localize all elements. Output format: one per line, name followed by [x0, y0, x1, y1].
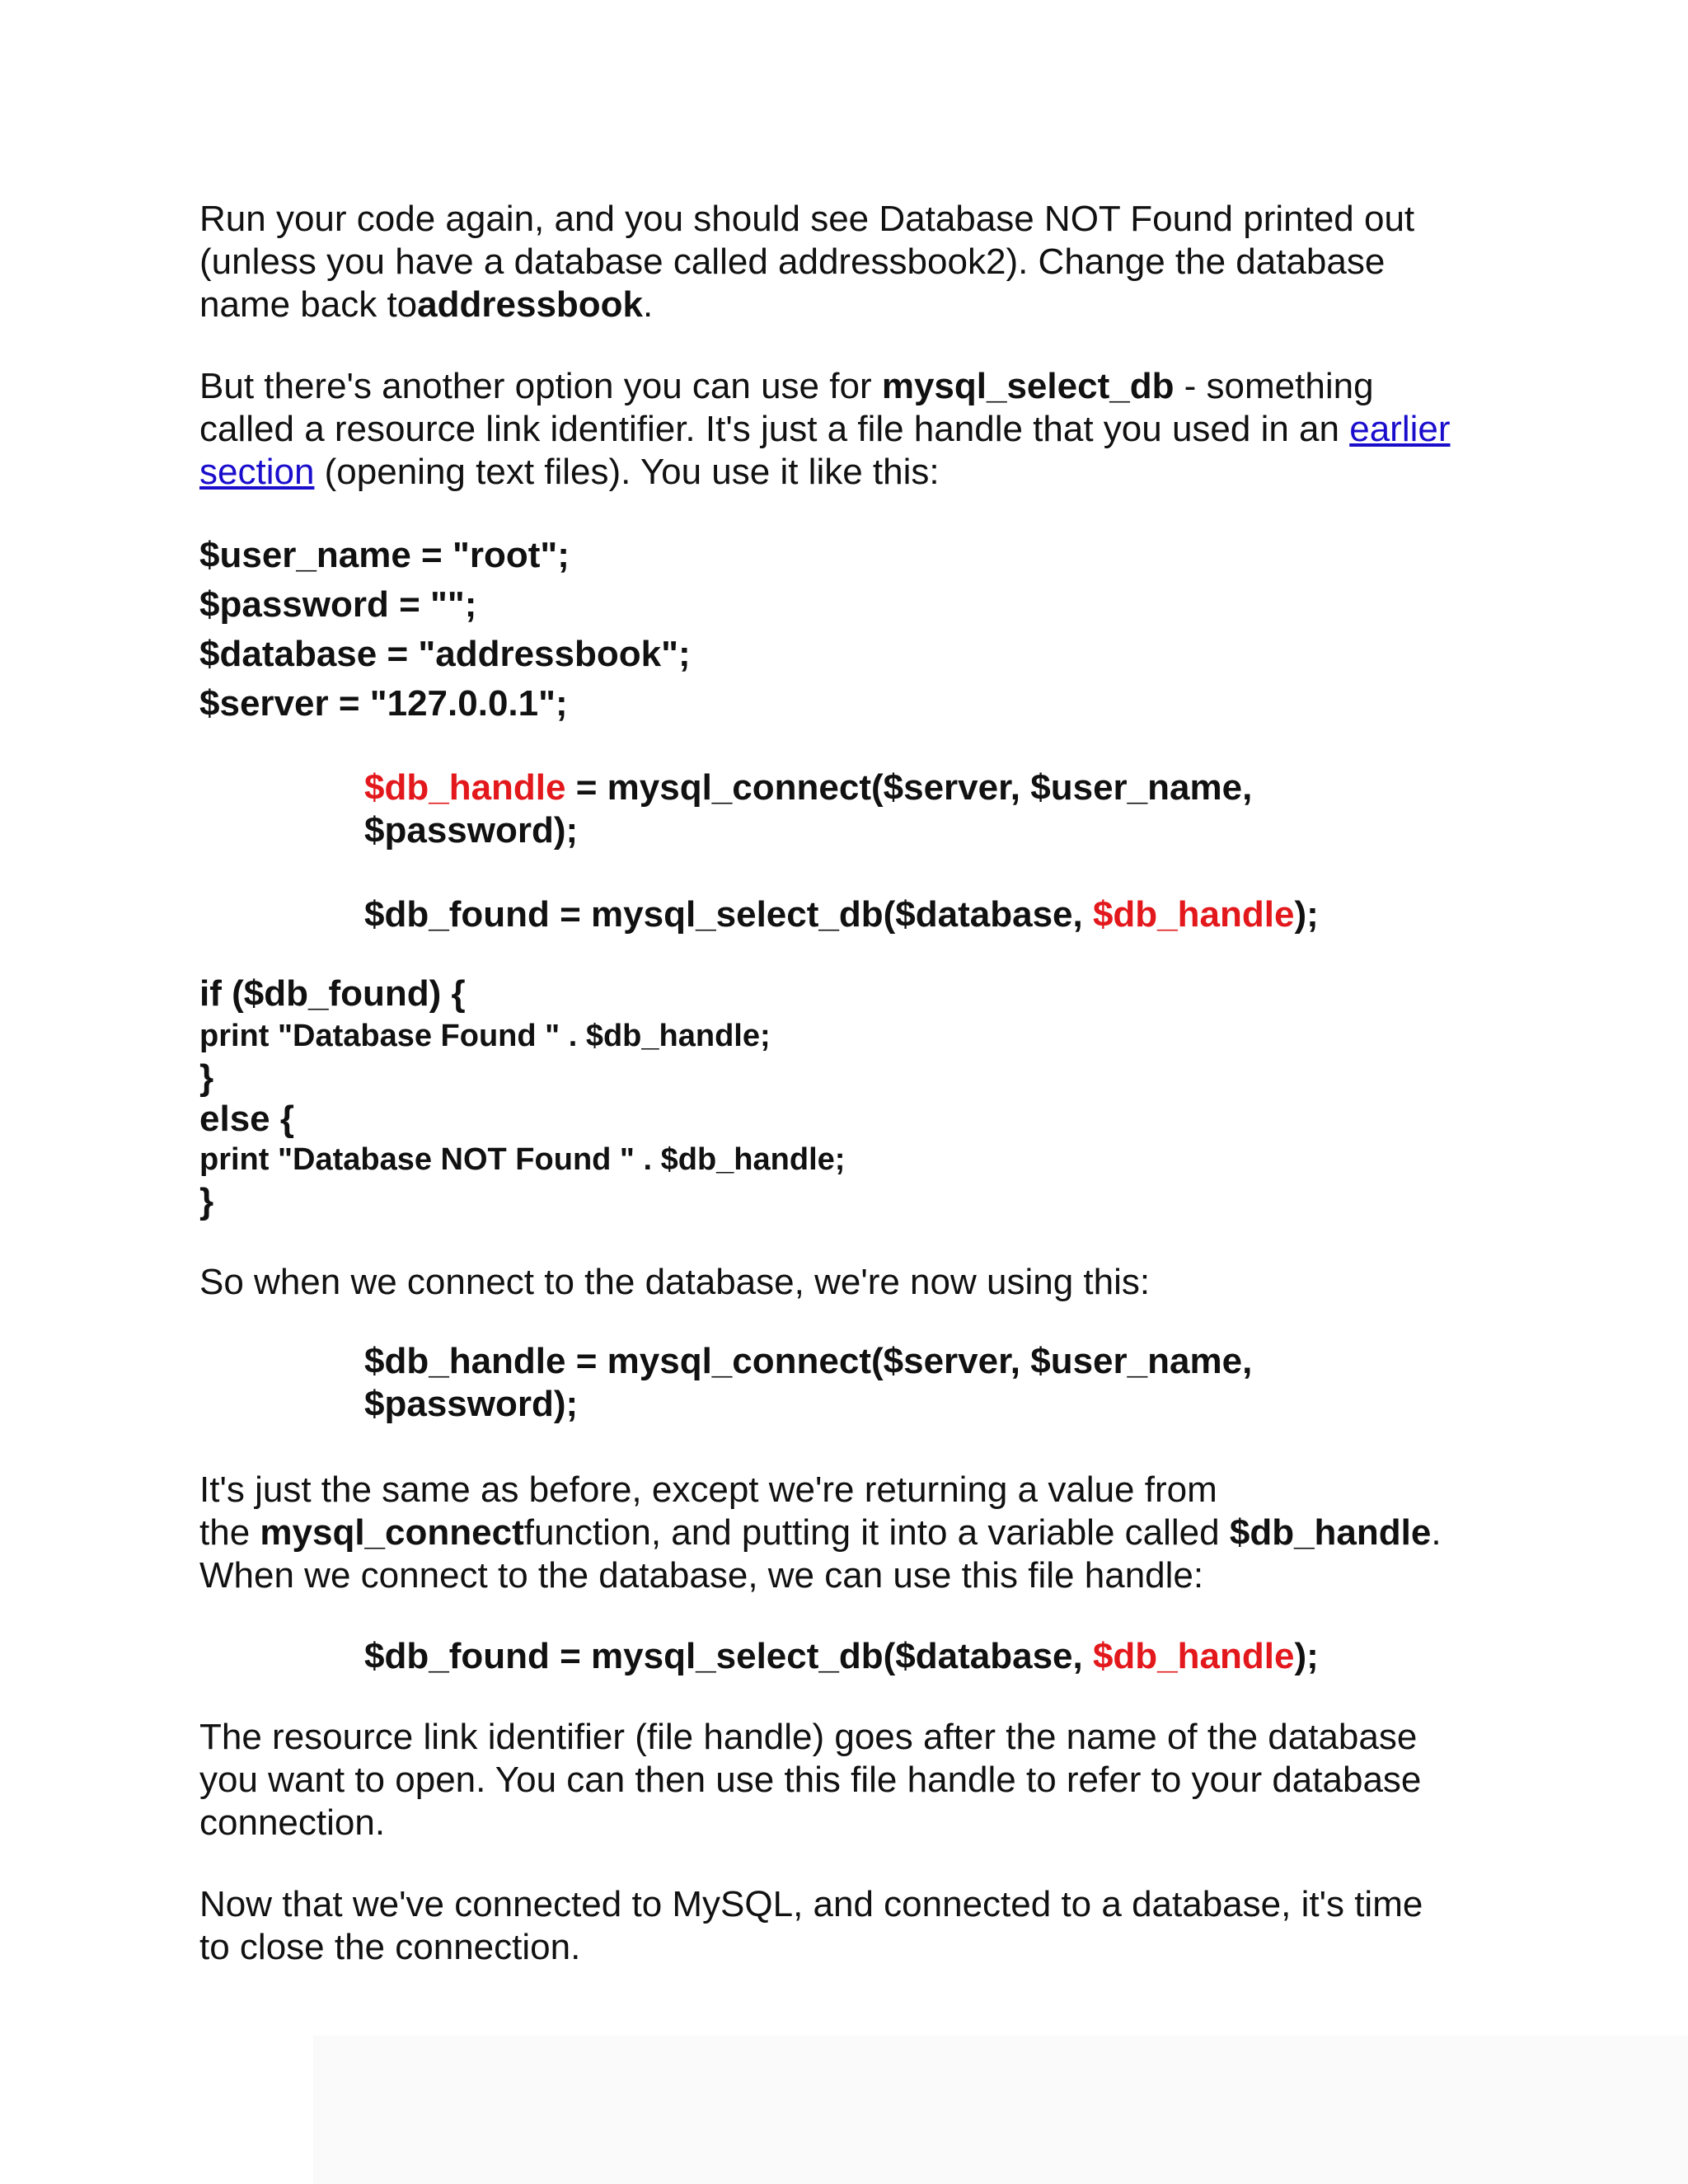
highlight-db-handle: $db_handle	[1092, 894, 1295, 935]
text-line: The resource link identifier (file handle) goes after the name of the database	[199, 1717, 1418, 1757]
text-line: connection.	[199, 1802, 386, 1843]
highlight-db-handle: $db_handle	[1092, 1636, 1295, 1676]
code-line: $password);	[364, 1384, 579, 1424]
code-line	[364, 1632, 1319, 1681]
code-line: $password);	[364, 810, 579, 851]
code-line: }	[199, 1181, 214, 1221]
bold-term-mysql-select-db: mysql_select_db	[881, 366, 1175, 406]
highlight-db-handle: $db_handle	[364, 767, 566, 808]
code-variables	[199, 531, 691, 729]
paragraph-resource-identifier	[199, 1716, 1421, 1844]
text-line	[199, 284, 1414, 326]
code-line	[364, 766, 1252, 809]
bold-term-db-handle: $db_handle	[1229, 1512, 1432, 1553]
text-line: Run your code again, and you should see Database NOT Found printed out	[199, 199, 1415, 239]
code-line: $password = "";	[199, 584, 477, 625]
code-span: $db_found = mysql_select_db($database,	[364, 1636, 1093, 1676]
paragraph-same-as-before	[199, 1469, 1442, 1597]
text-span: (opening text files). You use it like this:	[314, 452, 940, 492]
text-line: you want to open. You can then use this file handle to refer to your database	[199, 1760, 1422, 1800]
code-line: $user_name = "root";	[199, 535, 570, 575]
code-select-2	[364, 1632, 1319, 1681]
text-line: It's just the same as before, except we're returning a value from	[199, 1469, 1217, 1510]
text-span: .	[643, 284, 654, 325]
paragraph-resource-link	[199, 365, 1451, 494]
text-span: the	[199, 1512, 260, 1553]
code-span: );	[1294, 894, 1319, 935]
code-line: $database = "addressbook";	[199, 634, 691, 674]
text-line: When we connect to the database, we can use this file handle:	[199, 1555, 1204, 1596]
text-line	[199, 451, 1451, 494]
code-span: );	[1294, 1636, 1319, 1676]
code-line: if ($db_found) {	[199, 973, 466, 1014]
code-if-block	[199, 972, 845, 1223]
paragraph-run-code	[199, 198, 1414, 326]
text-line: So when we connect to the database, we're now using this:	[199, 1262, 1151, 1302]
text-span: called a resource link identifier. It's just a file handle that you used in an	[199, 409, 1350, 449]
code-span: = mysql_connect($server, $user_name,	[565, 767, 1253, 808]
code-line: $server = "127.0.0.1";	[199, 683, 568, 724]
page-shade	[313, 2036, 1688, 2184]
earlier-section-link[interactable]: earlier	[1349, 409, 1451, 449]
code-line: else {	[199, 1099, 294, 1139]
paragraph-now-using	[199, 1261, 1150, 1304]
text-line: to close the connection.	[199, 1927, 581, 1967]
text-span: .	[1431, 1512, 1442, 1553]
earlier-section-link-cont[interactable]: section	[199, 452, 315, 492]
text-line: Now that we've connected to MySQL, and connected to a database, it's time	[199, 1884, 1423, 1924]
text-line: (unless you have a database called addressbook2). Change the database	[199, 241, 1386, 282]
text-line	[199, 365, 1451, 408]
text-line	[199, 408, 1451, 451]
code-connect-2	[364, 1340, 1252, 1426]
code-select-1	[364, 890, 1319, 940]
bold-term-mysql-connect: mysql_connect	[260, 1512, 524, 1553]
text-span: - something	[1174, 366, 1374, 406]
code-line: $db_handle = mysql_connect($server, $user_name,	[364, 1341, 1253, 1381]
text-span: function, and putting it into a variable called	[523, 1512, 1230, 1553]
text-span: name back to	[199, 284, 418, 325]
code-line: }	[199, 1057, 214, 1098]
code-line: print "Database NOT Found " . $db_handle;	[199, 1142, 846, 1177]
code-span: $db_found = mysql_select_db($database,	[364, 894, 1093, 935]
text-line	[199, 1511, 1442, 1554]
text-span: But there's another option you can use for	[199, 366, 882, 406]
code-line	[364, 890, 1319, 940]
bold-term-addressbook: addressbook	[417, 284, 644, 325]
code-line: print "Database Found " . $db_handle;	[199, 1019, 771, 1053]
paragraph-close-connection	[199, 1883, 1423, 1969]
code-connect-1	[364, 766, 1252, 852]
